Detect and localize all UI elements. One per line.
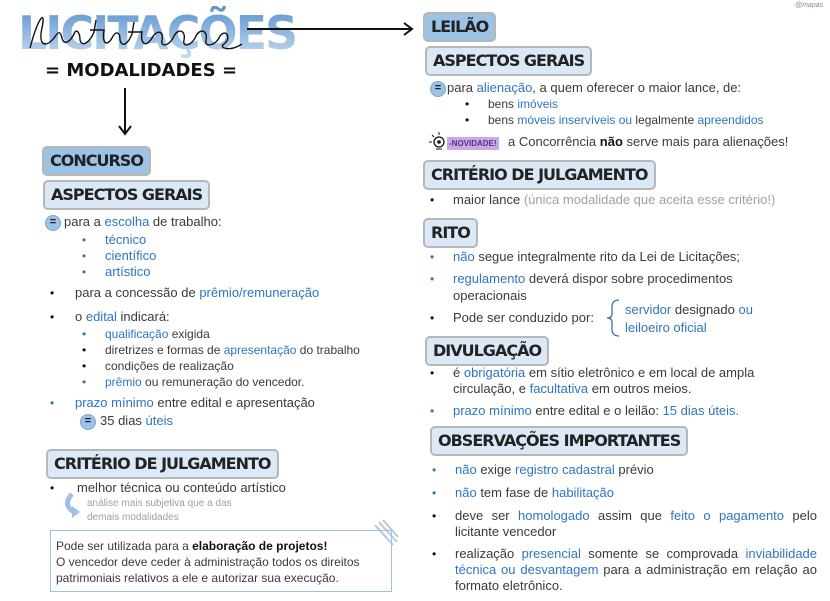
brace-icon [607,300,619,336]
text-segment: (única modalidade que aceita esse critério!) [523,192,776,207]
leilao-criterio-header: CRITÉRIO DE JULGAMENTO [423,160,656,190]
divulgacao-header: DIVULGAÇÃO [425,336,549,366]
obs-line [455,508,817,540]
text-segment: serve mais para alienações! [622,134,789,149]
leilao-aspectos-header: ASPECTOS GERAIS [425,46,592,76]
text-segment: 15 dias úteis. [662,403,740,418]
rito-line [625,320,707,336]
obs-line [455,546,817,594]
bullet-icon: • [82,265,87,279]
text-segment: a Concorrência [508,134,600,149]
arrow-right-icon [247,23,412,35]
text-segment: que a das [184,498,232,509]
concurso-criterio-line [77,480,286,496]
text-segment: prévio [614,462,654,477]
text-segment: prazo mínimo [453,403,532,418]
text-segment: facultativa [529,381,589,396]
concurso-line [64,214,222,230]
rito-line [453,249,740,265]
text-segment: não [599,134,623,149]
text-segment: assim que [589,508,671,523]
text-segment: Pode ser conduzido por: [453,310,594,325]
rito-line [625,302,753,318]
text-segment: apresentação [223,343,297,357]
leilao-line [488,96,558,112]
text-segment: análise mais [87,498,146,509]
text-segment: edital [85,309,117,324]
text-segment: prêmio/remuneração [199,285,320,300]
arrow-down-icon [119,88,131,134]
text-segment: condições de realização [105,359,234,373]
text-segment: habilitação [551,485,615,500]
obs-line [455,462,654,478]
concurso-line [105,326,210,342]
text-segment: elaboração de projetos! [192,539,328,553]
text-segment: bens [488,113,518,127]
text-segment: do trabalho [296,343,360,357]
text-segment: para a concessão de [75,285,200,300]
bullet-icon: • [50,481,55,495]
text-segment: realização [455,546,522,561]
text-segment: técnico [105,232,147,247]
equals-icon: = [80,414,96,430]
text-segment: entre edital e o leilão: [531,403,663,418]
criterio-note [87,511,179,524]
text-segment: deve ser [455,508,519,523]
text-segment: escolha [104,214,150,229]
concurso-line [105,264,151,280]
concurso-header: CONCURSO [42,146,151,176]
bullet-icon: • [50,286,55,300]
lightbulb-icon [429,132,444,149]
text-segment: leiloeiro oficial [625,320,707,335]
bullet-icon: • [430,311,435,325]
rito-line [453,310,594,326]
text-segment: segue integralmente rito da Lei de Licitações; [474,249,740,264]
text-segment: em outros meios. [588,381,692,396]
bullet-icon: • [465,113,470,127]
text-segment: qualificação [105,327,169,341]
bullet-icon: • [432,509,437,523]
concurso-line [105,232,146,248]
equals-icon: = [430,81,446,97]
text-segment: diretrizes e formas de [105,343,224,357]
text-segment: 35 dias [100,413,146,428]
divulgacao-line [453,381,691,397]
bullet-icon: • [432,547,437,561]
text-segment: para a administração em relação ao formato eletrônico. [455,562,817,593]
note-line [56,570,339,586]
text-segment: entre edital e apresentação [153,395,315,410]
concurso-line [105,248,156,264]
text-segment: o [75,309,86,324]
concurso-line [105,342,360,358]
bullet-icon: • [82,249,87,263]
watermark: @mapas [795,2,824,9]
divulgacao-line [453,403,739,419]
text-segment: legalmente [632,113,698,127]
bullet-icon: • [430,193,435,207]
text-segment: tem fase de [476,485,552,500]
text-segment: servidor [625,302,672,317]
text-segment: presencial [521,546,581,561]
note-line [56,554,360,570]
text-segment: não [453,249,475,264]
text-segment: deverá dispor sobre procedimentos [525,271,733,286]
text-segment: não [455,462,477,477]
text-segment: indicará: [116,309,170,324]
novidade-badge: -NOVIDADE! [449,139,497,148]
text-segment: para [447,80,477,95]
leilao-header: LEILÃO [423,12,496,42]
obs-line [455,485,614,501]
bullet-icon: • [82,375,87,389]
text-segment: artístico [105,264,151,279]
text-segment: circulação, e [453,381,530,396]
text-segment: alienação [476,80,533,95]
text-segment: prazo mínimo [75,395,154,410]
text-segment: para a [64,214,105,229]
text-segment: bens [488,97,518,111]
text-segment: subjetiva [145,498,185,509]
text-segment: patrimoniais relativos a ele e autorizar sua execução. [56,571,339,585]
concurso-line [100,413,173,429]
bullet-icon: • [82,327,87,341]
leilao-criterio-line [453,192,775,208]
text-segment: prêmio [105,375,142,389]
bullet-icon: • [82,359,87,373]
text-segment: em sítio eletrônico e em local de ampla [525,365,755,380]
text-segment: exige [476,462,516,477]
bullet-icon: • [432,463,437,477]
text-segment: melhor técnica ou conteúdo artístico [77,480,286,495]
text-segment: ou remuneração do vencedor. [141,375,305,389]
text-segment: homologado [518,508,590,523]
text-segment: apreendidos [697,113,764,127]
leilao-line [488,112,764,128]
subtitle-modalidades: = MODALIDADES = [45,60,238,81]
bullet-icon: • [50,310,55,324]
text-segment: exigida [168,327,210,341]
equals-icon: = [45,215,61,231]
text-segment: de trabalho: [149,214,222,229]
text-segment: , a quem oferecer o maior lance, de: [532,80,742,95]
bullet-icon: • [50,396,55,410]
rito-line [453,288,527,304]
text-segment: operacionais [453,288,527,303]
concurso-line [75,309,170,325]
bullet-icon: • [430,404,435,418]
text-segment: designado [671,302,739,317]
bullet-icon: • [465,97,470,111]
text-segment: registro cadastral [515,462,615,477]
divulgacao-line [453,365,754,381]
text-segment: O vencedor deve ceder à administração todos os direitos [56,555,360,569]
rito-header: RITO [423,218,478,248]
text-segment: maior lance [453,192,524,207]
concurso-aspectos-header: ASPECTOS GERAIS [43,180,210,210]
bullet-icon: • [430,272,435,286]
observacoes-header: OBSERVAÇÕES IMPORTANTES [430,426,688,456]
text-segment: obrigatória [463,365,526,380]
text-segment: úteis [145,413,174,428]
concurso-criterio-header: CRITÉRIO DE JULGAMENTO [46,449,279,479]
bullet-icon: • [430,250,435,264]
concurso-line [105,358,234,374]
bullet-icon: • [82,343,87,357]
text-segment: é [453,365,464,380]
concurso-line [105,374,304,390]
bullet-icon: • [430,366,435,380]
title-main: LICITAÇÕES [18,6,297,60]
bullet-icon: • [82,233,87,247]
text-segment: ou [738,302,753,317]
leilao-line [447,80,741,96]
curved-arrow-icon [67,494,80,518]
note-line [56,538,327,554]
text-segment: científico [105,248,157,263]
text-segment: Pode ser utilizada para a [56,539,193,553]
concurso-line [75,395,315,411]
text-segment: móveis inservíveis ou [517,113,633,127]
text-segment: pelo licitante vencedor [455,508,817,539]
text-segment: somente se comprovada [580,546,746,561]
rito-line [453,271,733,287]
text-segment: feito o pagamento [670,508,785,523]
text-segment: inviabilidade técnica ou desvantagem [455,546,818,577]
leilao-line [508,134,788,150]
text-segment: não [455,485,477,500]
criterio-note [87,497,232,510]
bullet-icon: • [432,486,437,500]
concurso-line [75,285,319,301]
text-segment: demais modalidades [87,512,179,523]
text-segment: imóveis [517,97,559,111]
text-segment: regulamento [453,271,526,286]
